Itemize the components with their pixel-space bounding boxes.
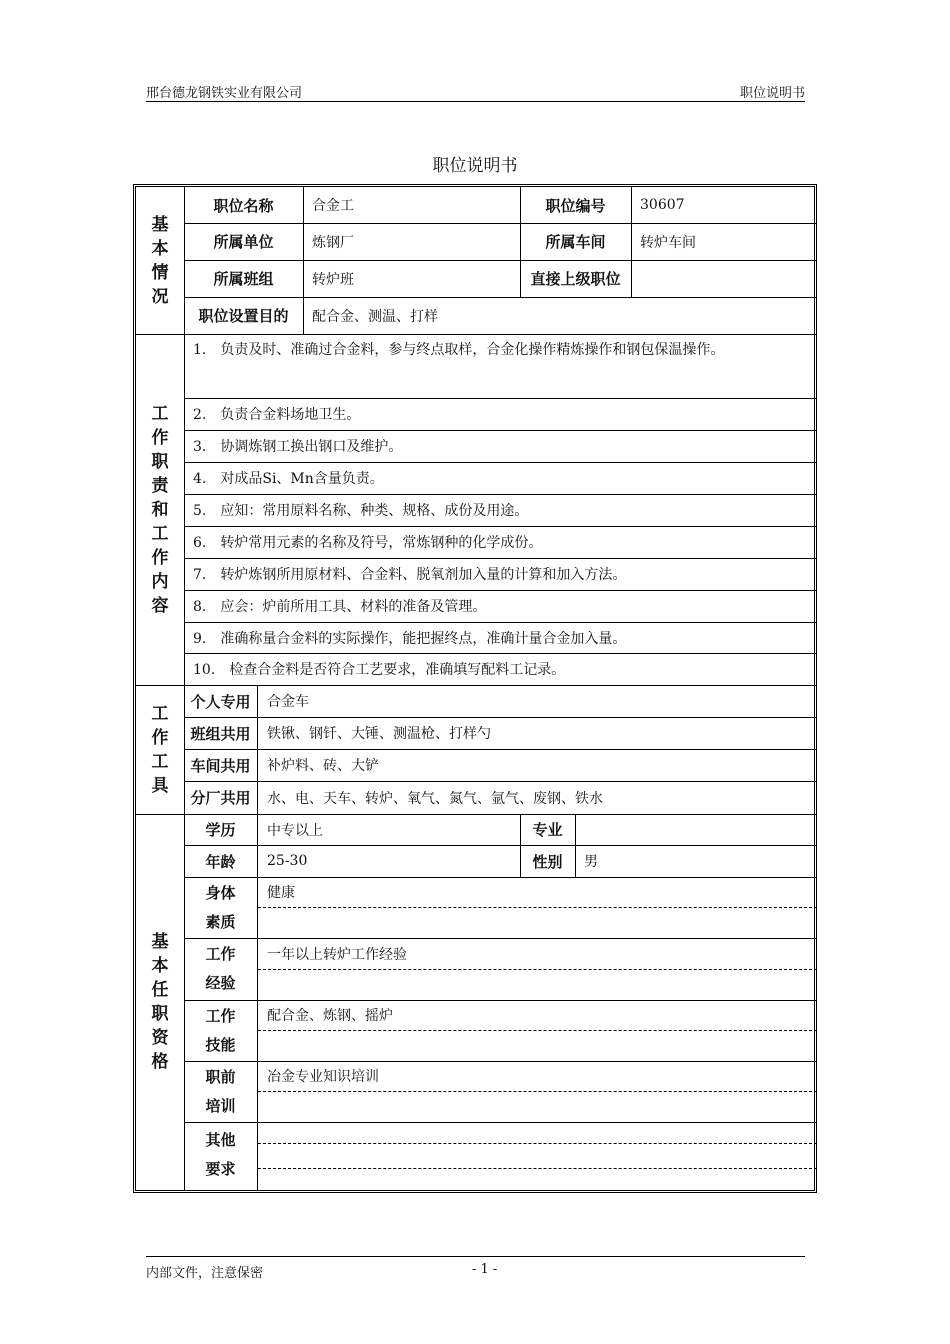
dashed-rule xyxy=(258,1030,817,1031)
duty-item-3: 3. 协调炼钢工换出钢口及维护。 xyxy=(193,439,403,455)
tool-label-branch: 分厂共用 xyxy=(190,789,251,807)
skills-value: 配合金、炼钢、摇炉 xyxy=(267,1008,393,1024)
team-value: 转炉班 xyxy=(312,271,354,288)
experience-label-line-1: 工作 xyxy=(205,945,236,963)
position-name-value: 合金工 xyxy=(312,198,354,214)
tool-value-workshop: 补炉料、砖、大铲 xyxy=(267,758,379,774)
duty-item-9: 9. 准确称量合金料的实际操作，能把握终点，准确计量合金加入量。 xyxy=(193,630,627,647)
duty-item-6: 6. 转炉常用元素的名称及符号，常炼钢种的化学成份。 xyxy=(193,535,543,551)
section-label-basic: 基 本 情 况 xyxy=(151,214,169,307)
experience-label xyxy=(184,938,257,1000)
tool-label-personal: 个人专用 xyxy=(190,692,251,711)
health-label-line-2: 素质 xyxy=(205,913,236,931)
workshop-label: 所属车间 xyxy=(545,233,606,251)
dashed-rule xyxy=(258,969,817,970)
duty-item-10: 10. 检查合金料是否符合工艺要求，准确填写配料工记录。 xyxy=(193,662,566,678)
health-label xyxy=(184,877,257,938)
tool-value-personal: 合金车 xyxy=(267,694,309,710)
superior-value xyxy=(640,260,817,297)
position-code-label: 职位编号 xyxy=(545,196,606,215)
duty-item-7: 7. 转炉炼钢所用原材料、合金料、脱氧剂加入量的计算和加入方法。 xyxy=(193,567,627,583)
purpose-value: 配合金、测温、打样 xyxy=(312,308,438,325)
health-label-line-1: 身体 xyxy=(205,884,236,902)
position-code-value: 30607 xyxy=(640,197,685,213)
gender-value: 男 xyxy=(584,854,598,870)
other-value xyxy=(267,1122,817,1152)
other-label-line-2: 要求 xyxy=(205,1160,236,1178)
major-label: 专业 xyxy=(532,821,563,839)
education-label: 学历 xyxy=(205,821,236,839)
skills-label-line-2: 技能 xyxy=(205,1036,236,1054)
other-label xyxy=(184,1122,257,1190)
training-label xyxy=(184,1061,257,1122)
duty-item-2: 2. 负责合金料场地卫生。 xyxy=(193,407,361,423)
team-label: 所属班组 xyxy=(213,270,274,288)
superior-label: 直接上级职位 xyxy=(530,270,621,288)
job-description-table xyxy=(133,184,817,1193)
footer-divider xyxy=(146,1256,805,1257)
unit-label: 所属单位 xyxy=(213,233,274,251)
skills-label-line-1: 工作 xyxy=(205,1007,236,1025)
footer-confidential: 内部文件，注意保密 xyxy=(146,1266,264,1281)
tool-label-workshop: 车间共用 xyxy=(190,756,251,775)
tool-value-team: 铁锹、钢钎、大锤、测温枪、打样勺 xyxy=(267,726,491,742)
age-value: 25-30 xyxy=(267,853,308,869)
training-value: 冶金专业知识培训 xyxy=(267,1069,379,1085)
section-label-duties: 工 作 职 责 和 工 作 内 容 xyxy=(151,403,169,616)
page-title: 职位说明书 xyxy=(432,156,518,176)
experience-label-line-2: 经验 xyxy=(205,974,236,992)
purpose-label: 职位设置目的 xyxy=(198,307,289,325)
tool-value-branch: 水、电、天车、转炉、氧气、氮气、氩气、废钢、铁水 xyxy=(267,790,603,807)
workshop-value: 转炉车间 xyxy=(640,234,696,251)
other-label-line-1: 其他 xyxy=(205,1131,236,1149)
health-value: 健康 xyxy=(267,885,295,901)
duty-item-4: 4. 对成品Si、Mn含量负责。 xyxy=(193,471,384,487)
education-value: 中专以上 xyxy=(267,822,323,839)
position-name-label: 职位名称 xyxy=(213,196,274,215)
section-label-tools: 工 作 工 具 xyxy=(151,703,169,796)
dashed-rule xyxy=(258,1168,817,1169)
duty-item-5: 5. 应知：常用原料名称、种类、规格、成份及用途。 xyxy=(193,503,529,519)
page-number: - 1 - xyxy=(472,1262,498,1277)
dashed-rule xyxy=(258,1091,817,1092)
age-label: 年龄 xyxy=(205,852,236,871)
training-label-line-1: 职前 xyxy=(205,1068,236,1086)
header-doc-type: 职位说明书 xyxy=(739,86,805,101)
unit-value: 炼钢厂 xyxy=(312,234,354,251)
tool-label-team: 班组共用 xyxy=(190,724,251,743)
duty-item-1: 1. 负责及时、准确过合金料，参与终点取样，合金化操作精炼操作和钢包保温操作。 xyxy=(193,342,725,358)
gender-label: 性别 xyxy=(532,852,563,871)
experience-value: 一年以上转炉工作经验 xyxy=(267,946,407,963)
duty-item-8: 8. 应会：炉前所用工具、材料的准备及管理。 xyxy=(193,599,487,615)
dashed-rule xyxy=(258,907,817,908)
header-divider xyxy=(146,101,805,102)
header-company: 邢台德龙钢铁实业有限公司 xyxy=(146,86,303,101)
section-label-qualifications: 基 本 任 职 资 格 xyxy=(151,932,169,1072)
skills-label xyxy=(184,1000,257,1061)
training-label-line-2: 培训 xyxy=(205,1097,236,1115)
major-value xyxy=(584,814,817,845)
dashed-rule xyxy=(258,1143,817,1144)
